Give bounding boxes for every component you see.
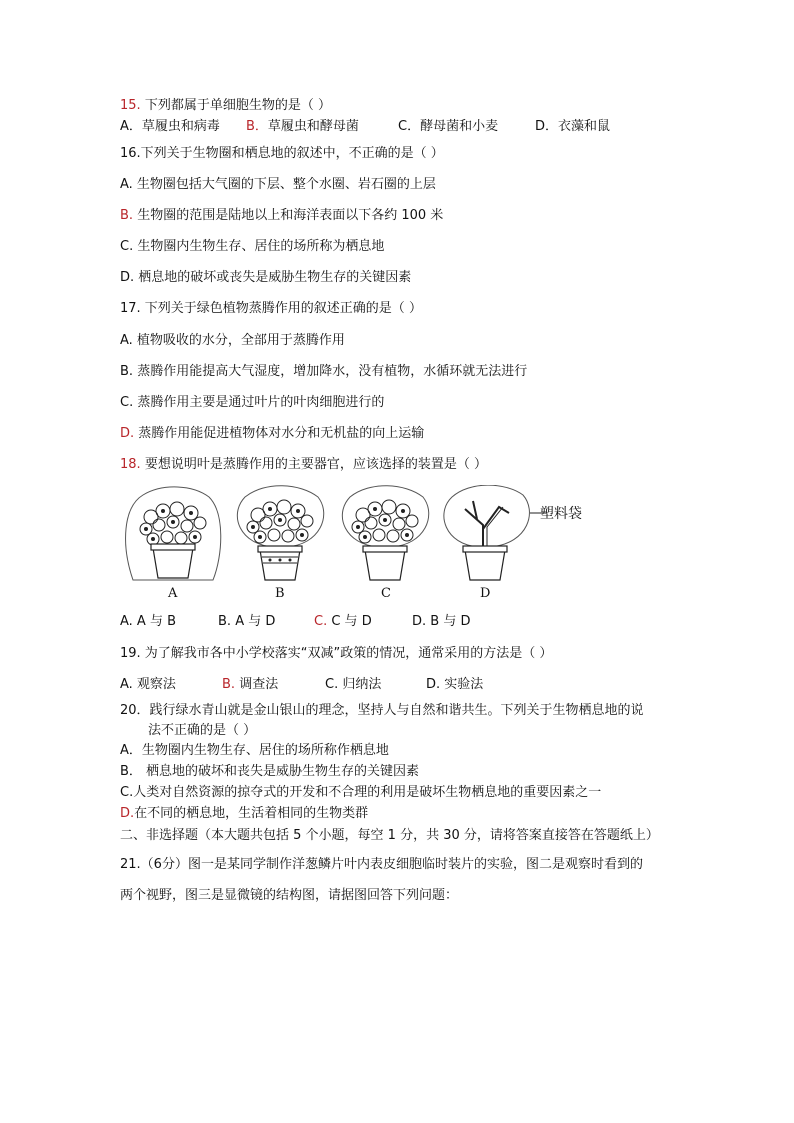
q18-option-c: C. C 与 D: [314, 614, 372, 629]
setup-b: [237, 486, 323, 580]
setup-a: [126, 487, 221, 580]
q18-option-b: B. A 与 D: [218, 614, 276, 629]
q16-option-b: B. 生物圈的范围是陆地以上和海洋表面以下各约 100 米: [120, 208, 444, 223]
q15-option-d: D．衣藻和鼠: [535, 119, 611, 134]
q19-option-d: D. 实验法: [426, 677, 484, 692]
setup-d: [444, 485, 547, 580]
q17-option-b: B. 蒸腾作用能提高大气湿度，增加降水，没有植物，水循环就无法进行: [120, 364, 528, 379]
q19-option-c: C. 归纳法: [325, 677, 382, 692]
figure-label-c: C: [381, 586, 391, 601]
q16-option-d: D. 栖息地的破坏或丧失是威胁生物生存的关键因素: [120, 270, 412, 285]
q15-stem-text: 下列都属于单细胞生物的是（ ）: [140, 98, 331, 113]
q20-option-a: A．生物圈内生物生存、居住的场所称作栖息地: [120, 743, 389, 758]
q19-option-a: A. 观察法: [120, 677, 176, 692]
q15-stem: [120, 97, 331, 115]
q20-option-b: B． 栖息地的破坏和丧失是威胁生物生存的关键因素: [120, 764, 420, 779]
figure-label-b: B: [275, 586, 285, 601]
q18-figure: [118, 485, 598, 610]
bag-label: 塑料袋: [540, 506, 582, 522]
q15-option-a: A．草履虫和病毒: [120, 119, 220, 134]
q18-option-d: D. B 与 D: [412, 614, 471, 629]
q21-line1: 21.（6分）图一是某同学制作洋葱鳞片叶内表皮细胞临时装片的实验，图二是观察时看到的: [120, 857, 643, 872]
figure-label-d: D: [480, 586, 491, 601]
q21-line2: 两个视野，图三是显微镜的结构图，请据图回答下列问题：: [120, 888, 459, 903]
q17-stem: 17. 下列关于绿色植物蒸腾作用的叙述正确的是（ ）: [120, 301, 422, 316]
q19-stem: 19. 为了解我市各中小学校落实“双减”政策的情况，通常采用的方法是（ ）: [120, 646, 553, 661]
q15-option-c: C．酵母菌和小麦: [398, 119, 499, 134]
q17-option-d: D. 蒸腾作用能促进植物体对水分和无机盐的向上运输: [120, 426, 425, 441]
q15-option-b: B．草履虫和酵母菌: [246, 119, 359, 134]
q19-option-b: B. 调查法: [222, 677, 279, 692]
q16-option-c: C. 生物圈内生物生存、居住的场所称为栖息地: [120, 239, 385, 254]
section-2-title: 二、非选择题（本大题共包括 5 个小题，每空 1 分，共 30 分，请将答案直接答在答题纸上）: [120, 828, 659, 843]
q18-stem: 18. 要想说明叶是蒸腾作用的主要器官，应该选择的装置是（ ）: [120, 457, 487, 472]
q16-stem: 16.下列关于生物圈和栖息地的叙述中，不正确的是（ ）: [120, 146, 444, 161]
q20-stem-line2: 法不正确的是（ ）: [148, 723, 257, 738]
q18-option-a: A. A 与 B: [120, 614, 177, 629]
q20-option-d: D.在不同的栖息地，生活着相同的生物类群: [120, 806, 369, 821]
q15-number: 15.: [120, 98, 141, 113]
q17-option-a: A. 植物吸收的水分，全部用于蒸腾作用: [120, 333, 345, 348]
q17-option-c: C. 蒸腾作用主要是通过叶片的叶肉细胞进行的: [120, 395, 385, 410]
q20-stem-line1: 20．践行绿水青山就是金山银山的理念，坚持人与自然和谐共生。下列关于生物栖息地的说: [120, 703, 644, 718]
figure-label-a: A: [168, 586, 178, 601]
q20-option-c: C.人类对自然资源的掠夺式的开发和不合理的利用是破坏生物栖息地的重要因素之一: [120, 785, 602, 800]
setup-c: [342, 486, 428, 580]
q16-option-a: A. 生物圈包括大气圈的下层、整个水圈、岩石圈的上层: [120, 177, 436, 192]
